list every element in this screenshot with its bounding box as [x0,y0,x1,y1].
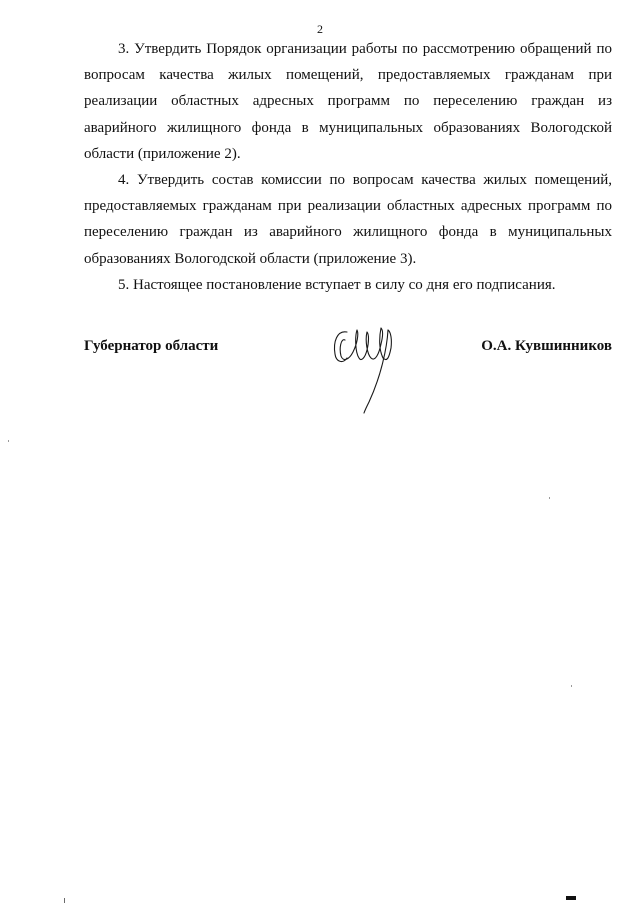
document-body [84,36,612,298]
page-number: 2 [317,22,323,36]
signatory-name: О.А. Кувшинников [481,338,612,354]
scan-speck [64,898,65,903]
scan-speck [571,685,572,687]
handwritten-signature [325,318,405,418]
scan-speck [549,497,550,499]
paragraph-item-3: 3. Утвердить Порядок организации работы по рассмотрению обращений по вопросам качества жилых помещений, предоставляемых гражданам при реализации областных адресных программ по переселению граждан из аварийного жилищного фонда в муниципальных образованиях Вологодской области (приложение 2). [84,41,612,162]
scan-mark [566,896,576,900]
paragraph-item-5: 5. Настоящее постановление вступает в силу со дня его подписания. [118,276,556,293]
paragraph-item-4: 4. Утвердить состав комиссии по вопросам качества жилых помещений, предоставляемых гражданам при реализации областных адресных программ по переселению граждан из аварийного жилищного фонда в муниципальных образованиях Вологодской области (приложение 3). [84,172,612,267]
scan-speck [8,440,9,442]
signatory-title: Губернатор области [84,338,219,354]
